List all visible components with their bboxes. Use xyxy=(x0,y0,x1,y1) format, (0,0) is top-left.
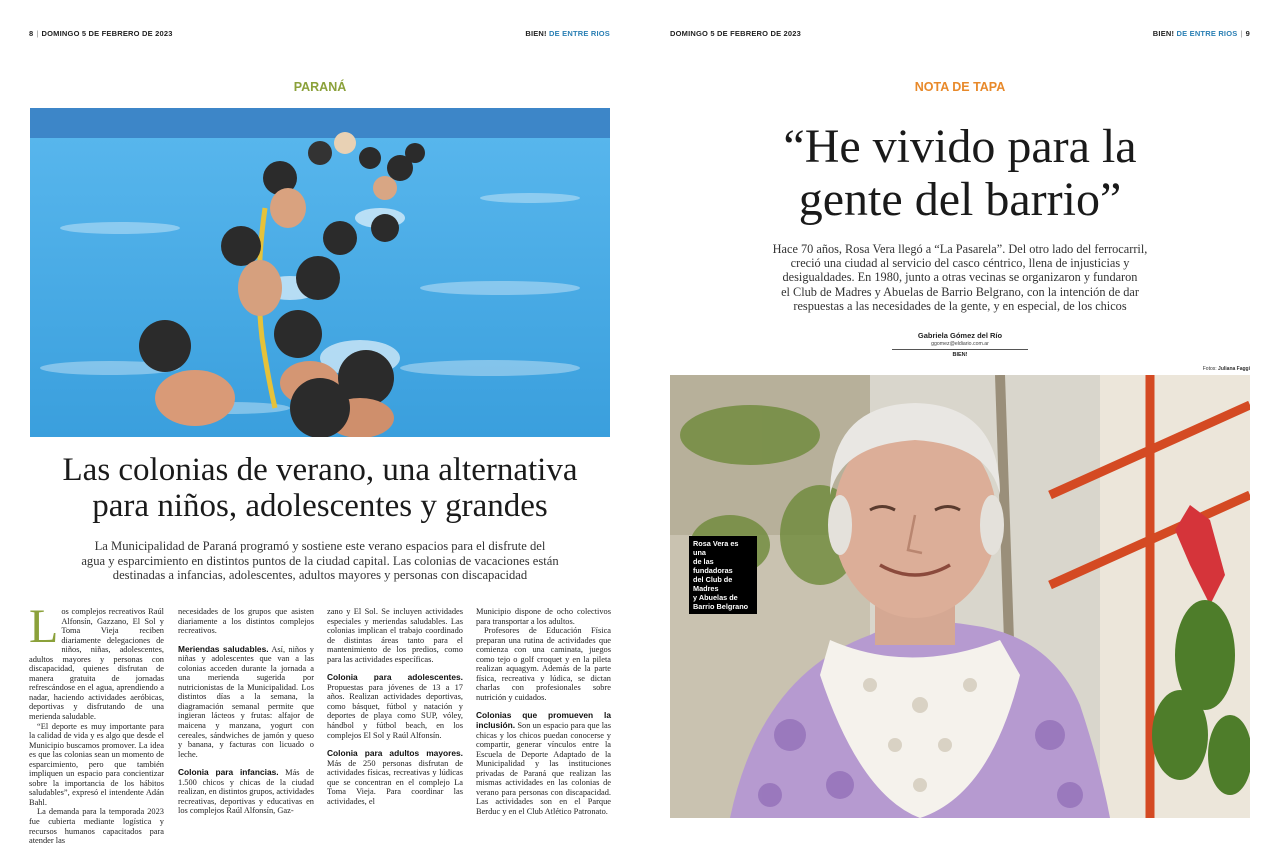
paragraph: zano y El Sol. Se incluyen actividades especiales y meriendas saludables. Las colonias implican el trabajo coordinado de distintas áreas tanto para el mantenimiento de los predios, como para las actividades específicas. xyxy=(327,607,463,664)
portrait-photo xyxy=(670,375,1250,818)
paragraph: La demanda para la temporada 2023 fue cubierta mediante logística y recursos humanos capacitados para atender las xyxy=(29,807,164,846)
left-dek-line: La Municipalidad de Paraná programó y sostiene este verano espacios para el disfrute del xyxy=(94,539,546,553)
caption-line: de las fundadoras xyxy=(693,557,733,575)
right-dek-line: desigualdades. En 1980, junto a otras vecinas se organizaron y fundaron xyxy=(782,270,1138,285)
left-dek-line: destinadas a infancias, adolescentes, adultos mayores y personas con discapacidad xyxy=(112,568,528,582)
brand-section: DE ENTRE RIOS xyxy=(549,29,610,38)
right-dek-line: creció una ciudad al servicio del casco céntrico, llena de injusticias y xyxy=(790,256,1130,271)
byline-email: ggomez@eldiario.com.ar xyxy=(892,341,1028,350)
paragraph: Más de 1.500 chicos y chicas de la ciudad realizan, en distintos grupos, actividades recreativas, deportivas y educativas en los complejos Raúl Alfonsín, Gaz- xyxy=(178,768,315,816)
paragraph: Propuestas para jóvenes de 13 a 17 años. Realizan actividades deportivas, como básquet, fútbol y natación y deportes de playa como SUP, vóley, hándbol y fútbol beach, en los complejos El Sol y Raúl Alfonsín. xyxy=(327,682,463,740)
pool-photo xyxy=(30,108,610,437)
byline-brand: BIEN! xyxy=(952,352,968,358)
portrait-photo-illustration xyxy=(670,375,1250,818)
right-folio-brand: BIEN! DE ENTRE RIOS | 9 xyxy=(1152,29,1250,38)
paragraph: Son un espacio para que las chicas y los chicos puedan conocerse y compartir, generar vínculos entre la Escuela de Deporte Adaptado de la Municipalidad y las instituciones privadas de Paraná que realizan las mismas actividades en las colonias de verano para personas con discapacidad. Las actividades son en el Parque Berduc y en el Club Atlético Patronato. xyxy=(476,721,611,816)
right-headline-line: gente del barrio” xyxy=(798,173,1122,226)
paragraph: Más de 250 personas disfrutan de actividades físicas, recreativas y lúdicas que se concentran en el complejo La Toma Vieja. Para coordinar las actividades, el xyxy=(327,758,463,806)
left-folio: 8 | DOMINGO 5 DE FEBRERO DE 2023 xyxy=(29,29,173,38)
right-dek xyxy=(640,242,1280,313)
page-number: 9 xyxy=(1245,29,1250,38)
brand-name: BIEN! xyxy=(525,29,547,38)
paragraph: Así, niños y niñas y adolescentes que van a las colonias acceden durante la jornada a una merienda sugerida por nutricionistas de la Municipalidad. Los distintos días a la semana, la diagramación semanal permite que ingieran lácteos y frutas: alfajor de maicena y manzana, yogurt con cereales, sándwiches de jamón y queso y banana, y facturas con licuado o leche. xyxy=(178,644,314,759)
subhead-adolescentes: Colonia para adolescentes. xyxy=(327,672,463,683)
photo-credit-name: Juliana Faggi xyxy=(1218,366,1250,372)
caption-line: del Club de Madres xyxy=(693,575,733,593)
page-number: 8 xyxy=(29,29,34,38)
caption-line: Barrio Belgrano xyxy=(693,602,749,611)
right-page xyxy=(640,0,1280,848)
caption-line: Rosa Vera es una xyxy=(693,539,739,557)
photo-credit-label: Fotos: xyxy=(1202,366,1217,372)
brand-name: BIEN! xyxy=(1152,29,1175,38)
left-dek-line: agua y esparcimiento en distintos puntos de la ciudad capital. Las colonias de vacaciones están xyxy=(81,553,559,568)
right-dek-line: el Club de Madres y Abuelas de Barrio Belgrano, con la intención de dar xyxy=(781,284,1139,299)
right-dek-line: Hace 70 años, Rosa Vera llegó a “La Pasarela”. Del otro lado del ferrocarril, xyxy=(772,242,1148,256)
section-label-nota-de-tapa: NOTA DE TAPA xyxy=(914,80,1006,94)
pool-photo-illustration xyxy=(30,108,610,437)
folio-date: DOMINGO 5 DE FEBRERO DE 2023 xyxy=(670,29,802,38)
subhead-meriendas: Meriendas saludables. xyxy=(178,643,269,654)
left-headline xyxy=(0,452,640,524)
left-headline-line: Las colonias de verano, una alternativa xyxy=(62,452,578,488)
right-headline-line: “He vivido para la xyxy=(783,120,1137,173)
folio-date: DOMINGO 5 DE FEBRERO DE 2023 xyxy=(41,29,173,38)
dropcap: L xyxy=(29,600,59,653)
right-folio xyxy=(670,29,801,38)
left-dek xyxy=(0,539,640,583)
photo-credit xyxy=(1203,366,1250,372)
right-dek-line: respuestas a las necesidades de la gente, y en especial, de los chicos xyxy=(793,298,1127,313)
byline xyxy=(892,331,1028,358)
body-column-3 xyxy=(327,607,463,806)
section-label-parana: PARANÁ xyxy=(293,80,347,94)
subhead-inclusion: Colonias que promueven la inclusión. xyxy=(476,710,611,731)
caption-line: y Abuelas de xyxy=(693,593,738,602)
paragraph: Profesores de Educación Física preparan una rutina de actividades que comienza con una caminata, juegos como tejo o golf croquet y en la pileta realizan aquagym. Además de la parte física, recreativa y lúdica, se dictan charlas con profesionales sobre nutrición y cuidados. xyxy=(476,626,611,702)
photo-caption xyxy=(689,536,757,614)
body-column-4 xyxy=(476,607,611,816)
right-headline xyxy=(640,120,1280,226)
subhead-infancias: Colonia para infancias. xyxy=(178,767,279,778)
byline-name: Gabriela Gómez del Río xyxy=(917,331,1003,340)
paragraph: “El deporte es muy importante para la calidad de vida y es algo que desde el Municipio buscamos promover. La idea es que las colonias sean un momento de esparcimiento, pero que también impliquen un espacio para concientizar sobre la importancia de los hábitos saludables”, expresó el intendente Adán Bahl. xyxy=(29,721,164,807)
subhead-adultos-mayores: Colonia para adultos mayores. xyxy=(327,748,463,759)
paragraph: necesidades de los grupos que asisten diariamente a los distintos complejos recreativos. xyxy=(178,607,314,636)
brand-section: DE ENTRE RIOS xyxy=(1176,29,1238,38)
body-column-2 xyxy=(178,607,314,816)
paragraph: os complejos recreativos Raúl Alfonsín, Gazzano, El Sol y Toma Vieja reciben diariamente delegaciones de niños, niñas, adolescentes, adultos mayores y personas con discapacidad, quienes disfrutan de manera gratuita de jornadas refrescándose en el agua, aprendiendo a nadar, haciendo actividades aeróbicas, deportivas y disfrutando de una merienda saludable. xyxy=(29,607,164,722)
left-folio-brand xyxy=(525,29,610,38)
left-headline-line: para niños, adolescentes y grandes xyxy=(92,488,548,524)
body-column-1 xyxy=(29,600,164,846)
paragraph: Municipio dispone de ocho colectivos para transportar a los adultos. xyxy=(476,607,611,626)
